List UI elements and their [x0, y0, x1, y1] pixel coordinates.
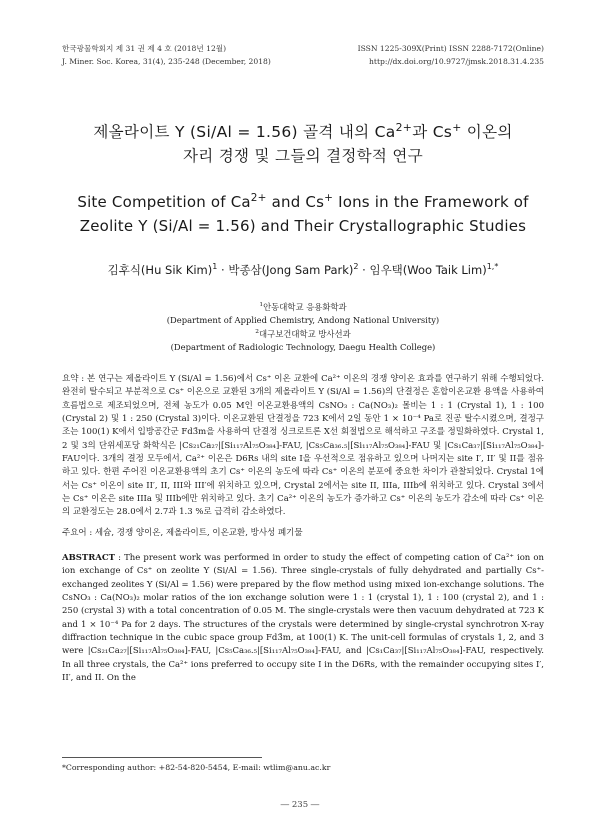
corresponding-author-footnote: *Corresponding author: +82-54-820-5454, E-mail: wtlim@anu.ac.kr [62, 763, 331, 772]
abstract-english-label: ABSTRACT [62, 553, 115, 563]
author-list: 김후식(Hu Sik Kim)$^1$ · 박종삼(Jong Sam Park)$^2$ · 임우택(Woo Taik Lim)$^{1,*}$ [107, 262, 499, 277]
affiliation-en: (Department of Applied Chemistry, Andong National University) [166, 315, 440, 326]
title-english-line1: Site Competition of $Ca^{2+}$ and Cs+ Ions in the Framework of [77, 192, 529, 211]
keywords-korean-label: 주요어 [62, 528, 87, 538]
author-name: 김후식(Hu Sik Kim) [107, 263, 213, 277]
affiliation-en: (Department of Radiologic Technology, Daegu Health College) [170, 341, 436, 352]
issn: ISSN 1225-309X(Print) ISSN 2288-7172(Online) [357, 44, 544, 53]
title-korean-line2: 자리 경쟁 및 그들의 결정학적 연구 [183, 147, 423, 165]
title-english-line2: Zeolite Y (Si/Al = 1.56) and Their Crystallographic Studies [79, 217, 527, 235]
footnote-divider [62, 757, 262, 758]
journal-citation-en: J. Miner. Soc. Korea, 31(4), 235-248 (December, 2018) [62, 56, 271, 66]
abstract-english-text: : The present work was performed in order to study the effect of competing cation of Ca²⁺ ion on ion exchange of Cs⁺ on zeolite Y (Si/Al = 1.56). Three single-crystals of fully dehydrated and partially Cs⁺-exchanged zeolites Y (Si/Al = 1.56) were prepared by the flow method using mixed ion-exchange solutions. The CsNO₃ : Ca(NO₃)₂ molar ratios of the ion exchange solution were 1 : 1 (crystal 1), 1 : 100 (crystal 2), and 1 : 250 (crystal 3) with a total concentration of 0.05 M. The single-crystals were then vacuum dehydrated at 723 K and 1 × 10⁻⁴ Pa for 2 days. The structures of the crystals were determined by single-crystal synchrotron X-ray diffraction technique in the cubic space group Fd3̄m, at 100(1) K. The unit-cell formulas of crystals 1, 2, and 3 were |Cs₂₁Ca₂₇|[Si₁₁₇Al₇₅O₃₈₄]-FAU, |Cs₅Ca₃₆.₅|[Si₁₁₇Al₇₅O₃₈₄]-FAU, and |Cs₁Ca₃₇|[Si₁₁₇Al₇₅O₃₈₄]-FAU, respectively. In all three crystals, the Ca²⁺ ions preferred to occupy site I in the D6Rs, with the remainder occupying sites I′, II′, and II. On the [62, 553, 544, 684]
keywords-korean-text: : 세슘, 경쟁 양이온, 제올라이트, 이온교환, 방사성 폐기물 [86, 528, 303, 538]
journal-header-left [62, 43, 271, 68]
keywords-korean [62, 527, 544, 540]
title-korean-line1: 제올라이트 Y (Si/Al = 1.56) 골격 내의 $Ca^{2+}$과 Cs+ 이온의 [93, 120, 513, 141]
affiliations [62, 301, 544, 354]
journal-citation-ko: 한국광물학회지 제 31 권 제 4 호 (2018년 12월) [62, 44, 227, 53]
abstract-korean-label: 요약 [62, 374, 79, 384]
title-korean [62, 120, 544, 168]
abstract-english [62, 552, 544, 685]
doi-link[interactable]: http://dx.doi.org/10.9727/jmsk.2018.31.4.235 [369, 56, 544, 66]
affiliation-ko: $^2$대구보건대학교 방사선과 [255, 328, 351, 339]
author-name: 임우택(Woo Taik Lim) [369, 263, 487, 277]
author-name: 박종삼(Jong Sam Park) [228, 263, 354, 277]
affiliation-ko: $^1$안동대학교 응용화학과 [259, 302, 347, 312]
abstract-korean [62, 373, 544, 520]
journal-header-right [358, 43, 544, 68]
page-number: ― 235 ― [280, 800, 320, 810]
abstract-korean-text: : 본 연구는 제올라이트 Y (Si/Al = 1.56)에서 Cs⁺ 이온 교환에 Ca²⁺ 이온의 경쟁 양이온 효과를 연구하기 위해 수행되었다. 완전히 탈수되고 부분적으로 Cs⁺ 이온으로 교환된 3개의 제올라이트 Y (Si/Al = 1.56)의 단결정은 혼합이온교환 용액을 사용하여 흐름법으로 제조되었으며, 전체 농도가 0.05 M인 이온교환용액의 CsNO₃ : Ca(NO₃)₂ 몰비는 1 : 1 (Crystal 1), 1 : 100 (Crystal 2) 및 1 : 250 (Crystal 3)이다. 이온교환된 단결정을 723 K에서 2일 동안 1 × 10⁻⁴ Pa로 진공 탈수시켰으며, 결정구조는 100(1) K에서 입방공간군 Fd3̄m을 사용하여 단결정 싱크로트론 X선 회절법으로 해석하고 구조를 정밀화하였다. Crystal 1, 2 및 3의 단위세포당 화학식은 |Cs₂₁Ca₂₇|[Si₁₁₇Al₇₅O₃₈₄]-FAU, |Cs₅Ca₃₆.₅|[Si₁₁₇Al₇₅O₃₈₄]-FAU 및 |Cs₁Ca₃₇|[Si₁₁₇Al₇₅O₃₈₄]-FAU이다. 3개의 결정 모두에서, Ca²⁺ 이온은 D6Rs 내의 site I을 우선적으로 점유하고 있으며 나머지는 site I′, II′ 및 II를 점유하고 있다. 한편 주어진 이온교환용액의 초기 Cs⁺ 이온의 농도에 따라 Cs⁺ 이온의 분포에 중요한 차이가 관찰되었다. Crystal 1에서는 Cs⁺ 이온이 site II′, II, III와 III′에 위치하고 있으며, Crystal 2에서는 site II, IIIa, IIIb에 위치하고 있다. Crystal 3에서는 Cs⁺ 이온은 site IIIa 및 IIIb에만 위치하고 있다. 초기 Ca²⁺ 이온의 농도가 증가하고 Cs⁺ 이온의 농도가 감소에 따라 Cs⁺ 이온의 교환정도는 28.0에서 2.7과 1.3 %로 급격히 감소하였다. [62, 374, 544, 518]
title-english [62, 190, 544, 238]
